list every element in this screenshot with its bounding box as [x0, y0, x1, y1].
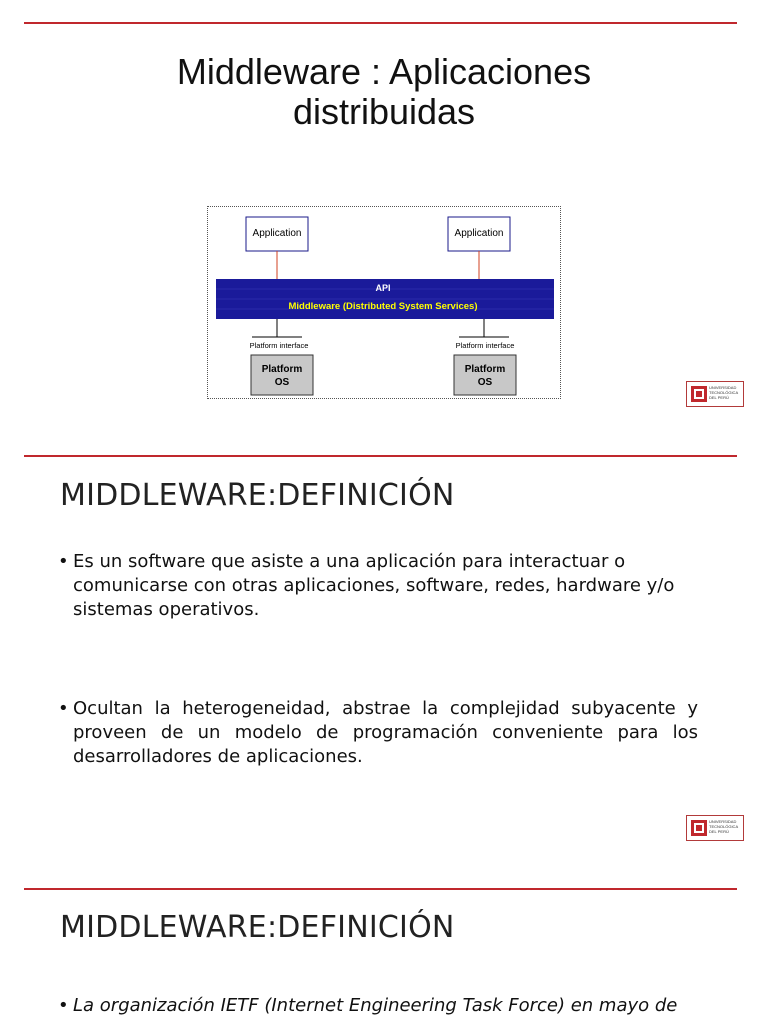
slide-3-heading: MIDDLEWARE:DEFINICIÓN — [60, 910, 455, 945]
middleware-label: Middleware (Distributed System Services) — [288, 301, 478, 312]
utp-logo-mark-icon — [690, 385, 708, 403]
slide-title — [0, 52, 768, 132]
platform-interface-label-left: Platform interface — [249, 341, 309, 350]
platform-label-right-line1: Platform — [464, 364, 506, 375]
platform-label-right-line2: OS — [477, 377, 493, 388]
slide-title-line-1: Middleware : Aplicaciones — [176, 51, 592, 92]
slide-2-top-rule — [24, 455, 737, 457]
utp-logo-mark-icon — [690, 819, 708, 837]
bullet-dot: • — [58, 551, 69, 572]
slide-2-bullet-2 — [58, 697, 698, 769]
slide-title-line-2: distribuidas — [292, 91, 476, 132]
logo-line-2: TECNOLÓGICA — [709, 390, 739, 395]
logo-line-3: DEL PERÚ — [709, 829, 729, 834]
platform-interface-label-right: Platform interface — [455, 341, 515, 350]
platform-label-left-line1: Platform — [261, 364, 303, 375]
university-logo — [686, 815, 744, 841]
bullet-text: La organización IETF (Internet Engineering Task Force) en mayo de — [73, 995, 678, 1016]
logo-line-1: UNIVERSIDAD — [709, 819, 737, 824]
api-label: API — [375, 283, 391, 293]
slide-2-bullet-1 — [58, 550, 698, 622]
bullet-text: Ocultan la heterogeneidad, abstrae la complejidad subyacente y proveen de un modelo de programación conveniente para los desarrolladores de aplicaciones. — [73, 698, 698, 767]
middleware-architecture-diagram — [207, 206, 561, 399]
slide-top-rule — [24, 22, 737, 24]
application-label-right: Application — [454, 228, 504, 239]
platform-label-left-line2: OS — [274, 377, 290, 388]
logo-line-1: UNIVERSIDAD — [709, 385, 737, 390]
logo-text — [709, 819, 743, 834]
diagram-canvas — [208, 207, 562, 400]
bullet-dot: • — [58, 698, 69, 719]
slide-3-bullet-1 — [58, 994, 698, 1018]
platform-box-right — [454, 355, 516, 395]
application-label-left: Application — [252, 228, 302, 239]
logo-text — [709, 385, 743, 400]
logo-line-2: TECNOLÓGICA — [709, 824, 739, 829]
logo-line-3: DEL PERÚ — [709, 395, 729, 400]
bullet-text: Es un software que asiste a una aplicación para interactuar o comunicarse con otras aplicaciones, software, redes, hardware y/o sistemas operativos. — [73, 551, 675, 620]
slide-2-heading: MIDDLEWARE:DEFINICIÓN — [60, 478, 455, 513]
platform-box-left — [251, 355, 313, 395]
university-logo — [686, 381, 744, 407]
bullet-dot: • — [58, 995, 69, 1016]
slide-3-top-rule — [24, 888, 737, 890]
